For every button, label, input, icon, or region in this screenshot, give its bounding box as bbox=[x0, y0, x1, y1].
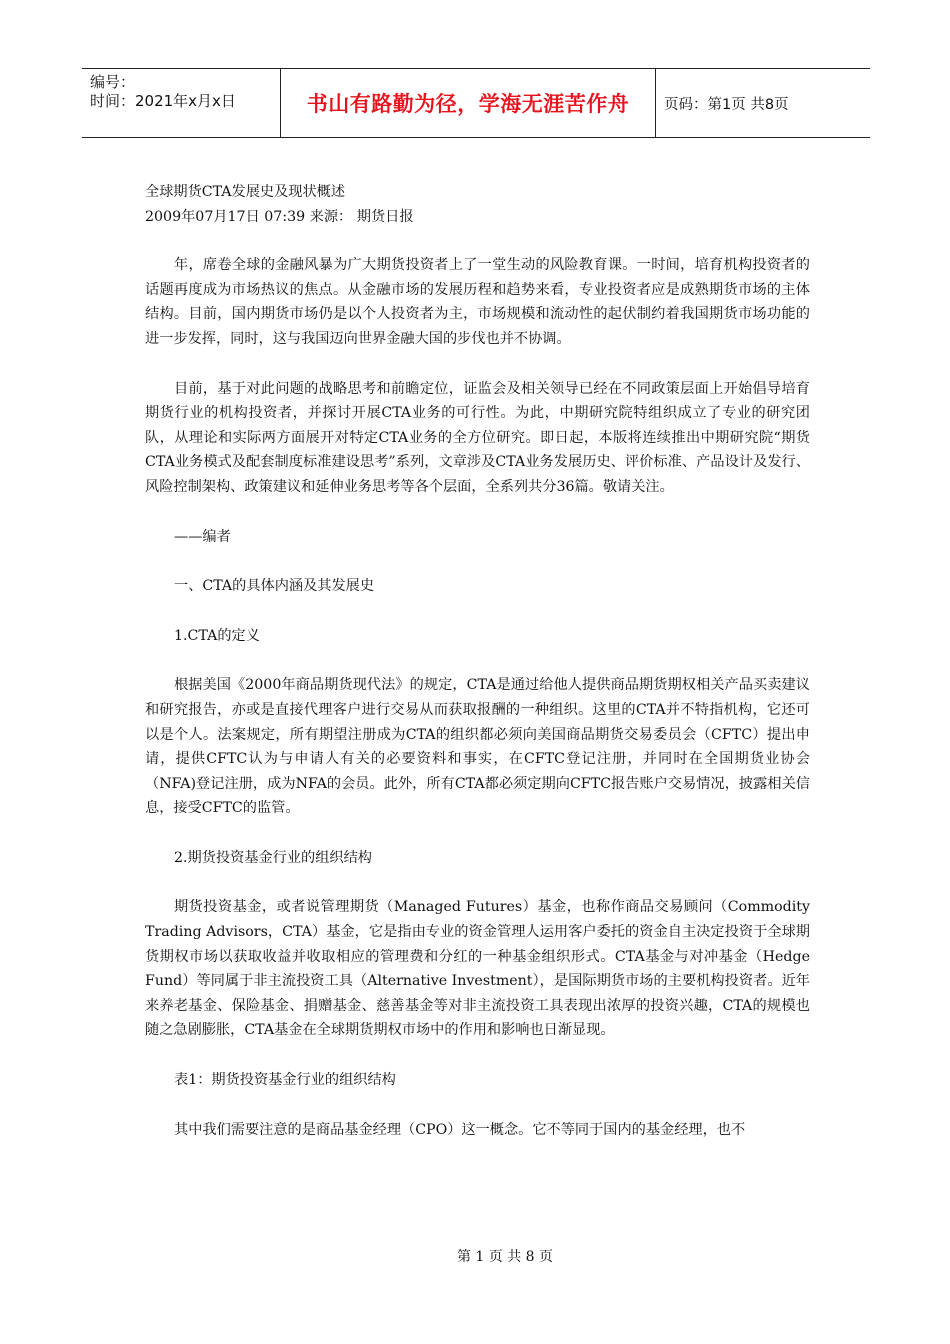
document-number-label: 编号： bbox=[90, 73, 136, 91]
header-meta-cell bbox=[82, 69, 281, 137]
subsection-heading: 2.期货投资基金行业的组织结构 bbox=[174, 849, 372, 866]
paragraph: 目前，基于对此问题的战略思考和前瞻定位，证监会及相关领导已经在不同政策层面上开始倡导培育期货行业的机构投资者，并探讨开展CTA业务的可行性。为此，中期研究院特组织成立了专业的研究团队，从理论和实际两方面展开对特定CTA业务的全方位研究。即日起，本版将连续推出中期研究院“期货CTA业务模式及配套制度标准建设思考”系列，文章涉及CTA业务发展历史、评价标准、产品设计及发行、风险控制架构、政策建议和延伸业务思考等各个层面，全系列共分36篇。敬请关注。 bbox=[145, 380, 810, 495]
article-meta: 2009年07月17日 07:39 来源： 期货日报 bbox=[145, 208, 414, 225]
paragraph: 根据美国《2000年商品期货现代法》的规定，CTA是通过给他人提供商品期货期权相关产品买卖建议和研究报告，亦或是直接代理客户进行交易从而获取报酬的一种组织。这里的CTA并不特指机构，它还可以是个人。法案规定，所有期望注册成为CTA的组织都必须向美国商品期货交易委员会（CFTC）提出申请，提供CFTC认为与申请人有关的必要资料和事实，在CFTC登记注册，并同时在全国期货业协会（NFA)登记注册，成为NFA的会员。此外，所有CTA都必须定期向CFTC报告账户交易情况，披露相关信息，接受CFTC的监管。 bbox=[145, 677, 810, 817]
header-page-info bbox=[656, 69, 870, 137]
footer-page-number: 第 1 页 共 8 页 bbox=[456, 1249, 554, 1265]
page-info-text: 页码：第1页 共8页 bbox=[664, 96, 789, 113]
motto-text: 书山有路勤为径，学海无涯苦作舟 bbox=[306, 92, 630, 116]
table-caption: 表1：期货投资基金行业的组织结构 bbox=[174, 1072, 396, 1089]
paragraph: 其中我们需要注意的是商品基金经理（CPO）这一概念。它不等同于国内的基金经理，也不 bbox=[174, 1121, 746, 1138]
page-footer bbox=[0, 1246, 950, 1266]
subsection-heading: 1.CTA的定义 bbox=[174, 627, 260, 644]
editor-signature: ——编者 bbox=[174, 528, 231, 545]
paragraph: 期货投资基金，或者说管理期货（Managed Futures）基金，也称作商品交易顾问（Commodity Trading Advisors，CTA）基金，它是指由专业的资金管理人运用客户委托的资金自主决定投资于全球期货期权市场以获取收益并收取相应的管理费和分红的一种基金组织形式。CTA基金与对冲基金（Hedge Fund）等同属于非主流投资工具（Alternative Investment），是国际期货市场的主要机构投资者。近年来养老基金、保险基金、捐赠基金、慈善基金等对非主流投资工具表现出浓厚的投资兴趣，CTA的规模也随之急剧膨胀，CTA基金在全球期货期权市场中的作用和影响也日渐显现。 bbox=[145, 899, 810, 1039]
section-heading: 一、CTA的具体内涵及其发展史 bbox=[174, 578, 375, 595]
paragraph: 年，席卷全球的金融风暴为广大期货投资者上了一堂生动的风险教育课。一时间，培育机构投资者的话题再度成为市场热议的焦点。从金融市场的发展历程和趋势来看，专业投资者应是成熟期货市场的主体结构。目前，国内期货市场仍是以个人投资者为主，市场规模和流动性的起伏制约着我国期货市场功能的进一步发挥，同时，这与我国迈向世界金融大国的步伐也并不协调。 bbox=[145, 257, 810, 347]
header-motto bbox=[281, 69, 656, 137]
article-body bbox=[145, 180, 810, 1142]
article-title: 全球期货CTA发展史及现状概述 bbox=[145, 184, 346, 200]
page-header bbox=[82, 68, 870, 138]
document-time-label: 时间：2021年x月x日 bbox=[90, 92, 236, 110]
